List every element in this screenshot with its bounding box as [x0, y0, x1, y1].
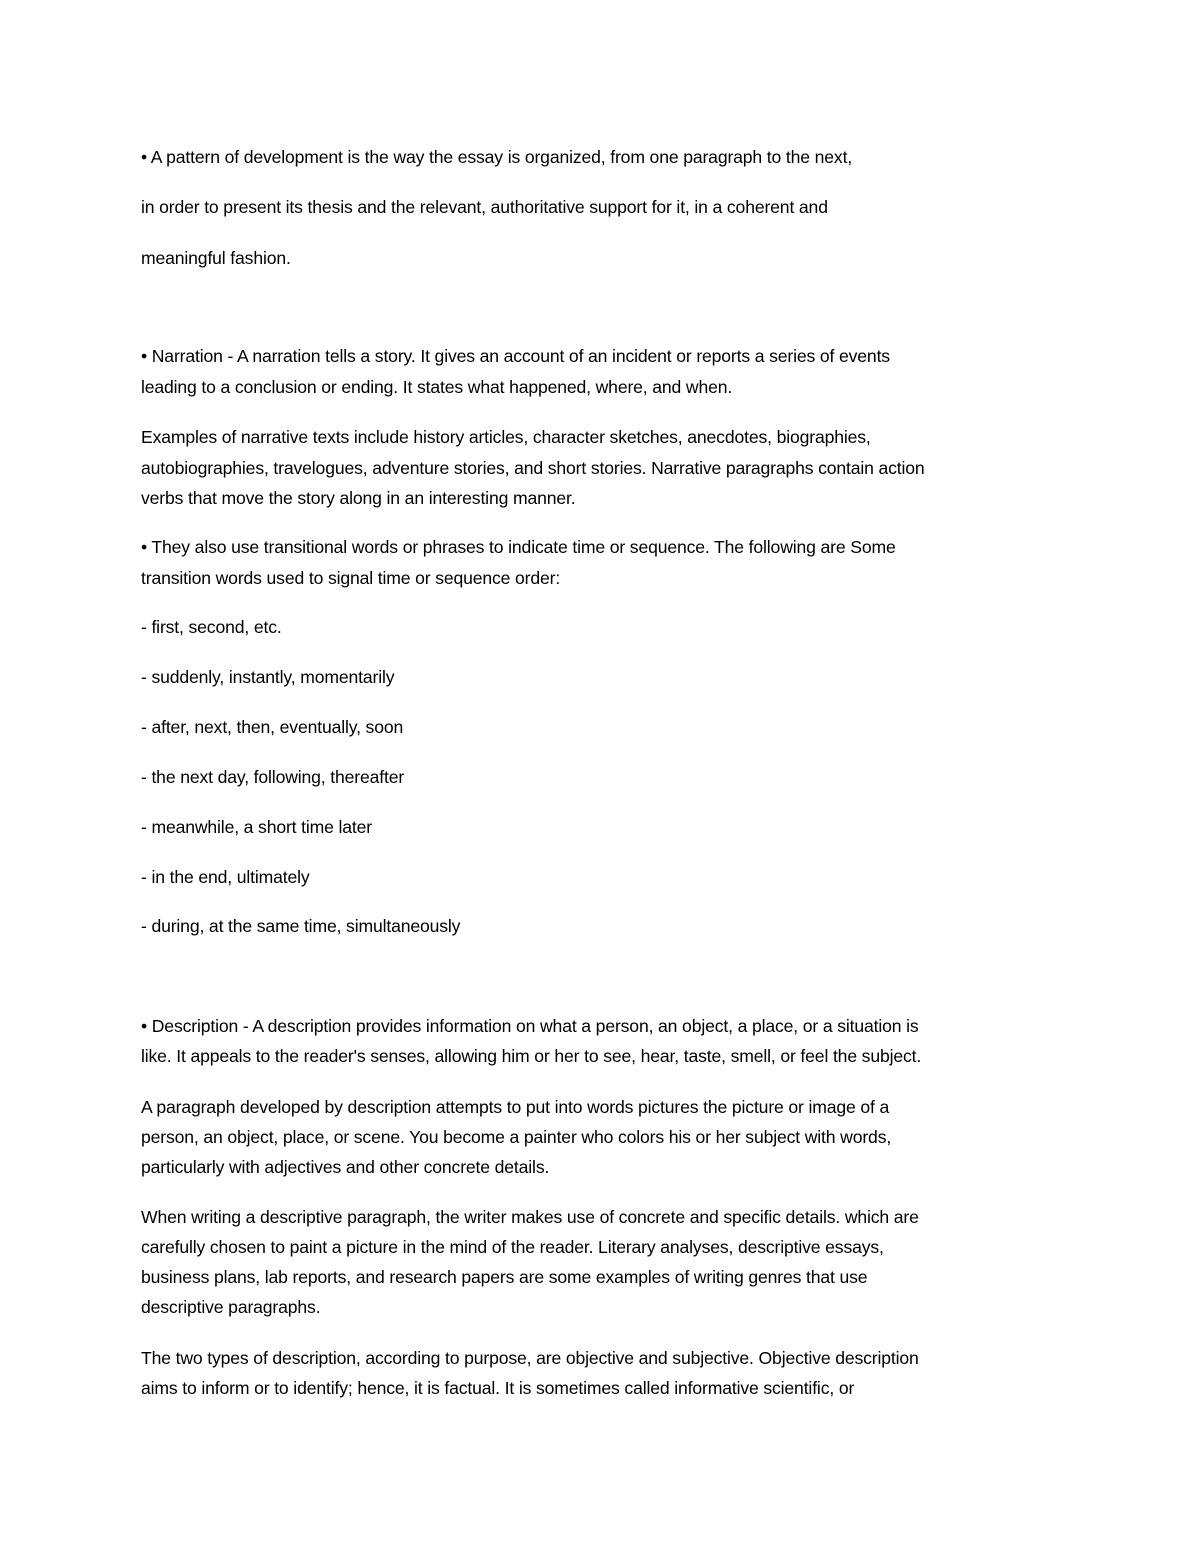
- description-paragraph-line: particularly with adjectives and other concrete details.: [141, 1157, 550, 1177]
- narration-definition-line: leading to a conclusion or ending. It states what happened, where, and when.: [141, 377, 733, 397]
- transition-list-item: - after, next, then, eventually, soon: [141, 717, 404, 737]
- intro-line: meaningful fashion.: [141, 248, 291, 268]
- descriptive-writing-line: carefully chosen to paint a picture in the mind of the reader. Literary analyses, descriptive essays,: [141, 1237, 884, 1257]
- transitions-line: transition words used to signal time or sequence order:: [141, 568, 561, 588]
- description-types-line: The two types of description, according to purpose, are objective and subjective. Objective description: [141, 1348, 919, 1368]
- transition-list-item: - in the end, ultimately: [141, 867, 310, 887]
- transition-list-item: - the next day, following, thereafter: [141, 767, 405, 787]
- description-paragraph-line: A paragraph developed by description attempts to put into words pictures the picture or image of a: [141, 1097, 890, 1117]
- narration-definition-line: • Narration - A narration tells a story. It gives an account of an incident or reports a series of events: [141, 346, 890, 366]
- narration-examples-line: Examples of narrative texts include history articles, character sketches, anecdotes, biographies,: [141, 427, 871, 447]
- transitions-line: • They also use transitional words or phrases to indicate time or sequence. The following are Some: [141, 537, 896, 557]
- description-definition-line: • Description - A description provides information on what a person, an object, a place, or a situation is: [141, 1016, 919, 1036]
- transition-list-item: - meanwhile, a short time later: [141, 817, 373, 837]
- descriptive-writing-line: When writing a descriptive paragraph, the writer makes use of concrete and specific details. which are: [141, 1207, 919, 1227]
- descriptive-writing-line: business plans, lab reports, and research papers are some examples of writing genres that use: [141, 1267, 868, 1287]
- descriptive-writing-line: descriptive paragraphs.: [141, 1297, 321, 1317]
- transition-list-item: - suddenly, instantly, momentarily: [141, 667, 395, 687]
- transition-list-item: - first, second, etc.: [141, 617, 282, 637]
- intro-line: in order to present its thesis and the relevant, authoritative support for it, in a coherent and: [141, 197, 828, 217]
- description-types-line: aims to inform or to identify; hence, it is factual. It is sometimes called informative scientific, or: [141, 1378, 855, 1398]
- transition-list-item: - during, at the same time, simultaneously: [141, 916, 461, 936]
- narration-examples-line: verbs that move the story along in an interesting manner.: [141, 488, 576, 508]
- description-paragraph-line: person, an object, place, or scene. You become a painter who colors his or her subject with words,: [141, 1127, 892, 1147]
- intro-line: • A pattern of development is the way the essay is organized, from one paragraph to the next,: [141, 147, 853, 167]
- description-definition-line: like. It appeals to the reader's senses, allowing him or her to see, hear, taste, smell, or feel the subject.: [141, 1046, 922, 1066]
- narration-examples-line: autobiographies, travelogues, adventure stories, and short stories. Narrative paragraphs contain action: [141, 458, 925, 478]
